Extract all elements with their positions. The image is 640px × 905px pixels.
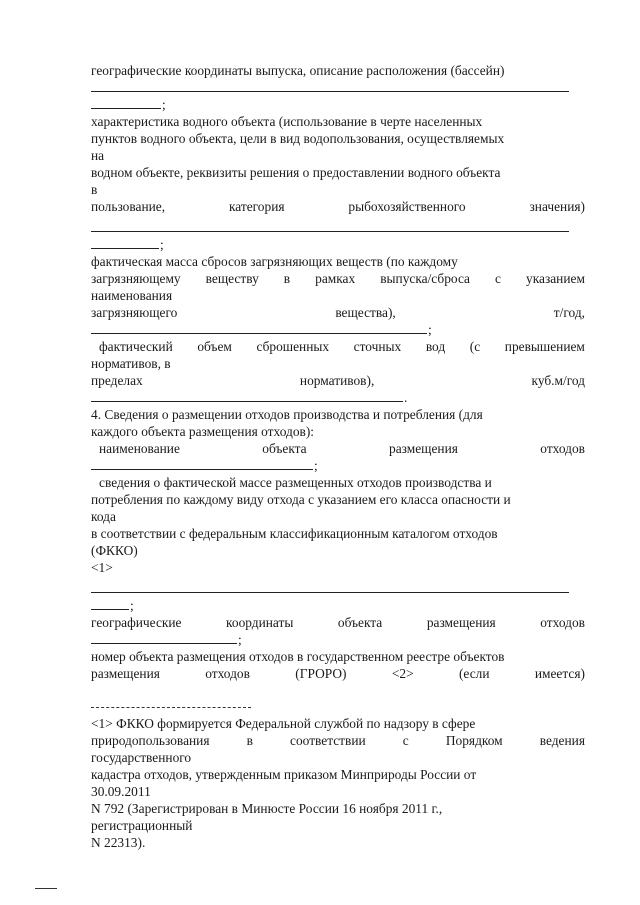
line-text: в [91,182,98,197]
line-end: ; [130,598,134,613]
word: Порядком [445,733,503,748]
word: сброшенных [256,339,330,354]
fill-in-field[interactable] [91,321,427,334]
blank-line [91,389,585,406]
line-text: на [91,148,105,163]
blank-line [91,79,585,96]
word: имеется) [534,666,585,681]
word: загрязняющему [91,271,181,286]
word: рыбохозяйственного [348,199,466,214]
fill-in-field[interactable] [91,79,569,92]
line-text: регистрационный [91,818,193,833]
fill-in-field[interactable] [91,389,403,402]
text-line [91,164,585,181]
word: отходов [540,441,585,456]
word: вещества), [335,305,396,320]
line-text: в соответствии с федеральным классификационным каталогом отходов [91,526,498,541]
fill-in-field[interactable] [91,457,313,470]
text-line [91,113,585,130]
line-text: наименования [91,288,173,303]
line-text: водном объекте, реквизиты решения о предоставлении водного объекта [91,165,501,180]
word: в [283,271,291,286]
justified-line [91,665,585,682]
text-line [91,648,585,665]
word: т/год, [553,305,585,320]
blank-line [91,631,585,648]
footnote-separator [91,707,251,708]
fill-in-field[interactable] [91,597,129,610]
line-text: фактическая масса сбросов загрязняющих веществ (по каждому [91,254,458,269]
line-end: ; [160,237,164,252]
line-text: N 22313). [91,835,146,850]
page-corner-mark [35,888,57,889]
word: (если [458,666,490,681]
text-line [91,62,585,79]
word: куб.м/год [531,373,585,388]
line-end: ; [428,322,432,337]
fill-in-field[interactable] [91,631,237,644]
fill-in-field[interactable] [91,96,161,109]
line-text: 30.09.2011 [91,784,151,799]
word: пределах [91,373,143,388]
word: объекта [262,441,307,456]
line-text: 4. Сведения о размещении отходов производства и потребления (для [91,407,483,422]
justified-line [91,372,585,389]
footnote-line [91,715,585,732]
line-end: . [404,390,408,405]
word: размещения [91,666,160,681]
word: сточных [353,339,402,354]
word: географические [91,615,182,630]
line-text: нормативов, в [91,356,171,371]
line-text: каждого объекта размещения отходов): [91,424,315,439]
line-text: кода [91,509,116,524]
word: указанием [526,271,585,286]
line-text: кадастра отходов, утвержденным приказом Минприроды России от [91,767,477,782]
text-line [91,181,585,198]
line-text: пунктов водного объекта, цели в вид водопользования, осуществляемых [91,131,505,146]
word: категория [228,199,285,214]
text-line [91,287,585,304]
line-text: сведения о фактической массе размещенных отходов производства и [99,475,492,490]
footnote-line [91,800,585,817]
text-line [91,147,585,164]
word: с [402,733,409,748]
word: отходов [540,615,585,630]
word: размещения [426,615,496,630]
word: размещения [389,441,458,456]
justified-line [91,732,585,749]
line-end: ; [162,97,166,112]
text-line [91,474,585,491]
word: рамках [315,271,356,286]
line-text: потребления по каждому виду отхода с указанием его класса опасности и [91,492,511,507]
text-line [91,355,585,372]
text-line [91,130,585,147]
word: фактический [99,339,173,354]
section-heading [91,406,585,423]
word: координаты [226,615,294,630]
line-text: государственного [91,750,192,765]
text-line [91,525,585,542]
fill-in-field[interactable] [91,236,159,249]
justified-line [91,304,585,321]
text-line [91,253,585,270]
blank-line [91,236,585,253]
word: (ГРОРО) [295,666,347,681]
text-line [91,508,585,525]
footnotes [91,715,585,851]
footnote-line [91,834,585,851]
word: веществу [205,271,259,286]
fill-in-field[interactable] [91,580,569,593]
blank-line [91,580,585,597]
word: нормативов), [299,373,375,388]
line-end: ; [238,632,242,647]
fill-in-field[interactable] [91,219,569,232]
footnote-line [91,766,585,783]
word: <2> [391,666,414,681]
line-text: характеристика водного объекта (использование в черте населенных [91,114,483,129]
justified-line [91,270,585,287]
line-end: ; [314,458,318,473]
line-text: N 792 (Зарегистрирован в Минюсте России 16 ноября 2011 г., [91,801,443,816]
text-line [91,423,585,440]
word: природопользования [91,733,210,748]
word: с [495,271,501,286]
line-text: (ФККО) [91,543,138,558]
word: превышением [504,339,585,354]
blank-line [91,597,585,614]
line-text: географические координаты выпуска, описание расположения (бассейн) [91,63,505,78]
word: вод [425,339,446,354]
word: наименование [99,441,180,456]
line-text: <1> ФККО формируется Федеральной службой по надзору в сфере [91,716,476,731]
word: отходов [205,666,250,681]
blank-line [91,321,585,338]
text-line [91,491,585,508]
word: ведения [539,733,585,748]
word: загрязняющего [91,305,178,320]
word: пользование, [91,199,166,214]
word: объекта [337,615,383,630]
blank-line [91,219,585,236]
footnote-line [91,817,585,834]
justified-line [91,198,585,215]
document-body [91,62,585,682]
line-text: номер объекта размещения отходов в государственном реестре объектов [91,649,505,664]
word: в [246,733,253,748]
word: значения) [529,199,585,214]
footnote-line [91,749,585,766]
line-text: <1> [91,560,113,575]
word: выпуска/сброса [380,271,471,286]
footnote-ref [91,559,585,576]
word: соответствии [290,733,366,748]
justified-line [91,440,585,457]
justified-line [91,338,585,355]
word: объем [197,339,232,354]
footnote-line [91,783,585,800]
word: (с [469,339,481,354]
text-line [91,542,585,559]
justified-line [91,614,585,631]
blank-line [91,457,585,474]
blank-line [91,96,585,113]
